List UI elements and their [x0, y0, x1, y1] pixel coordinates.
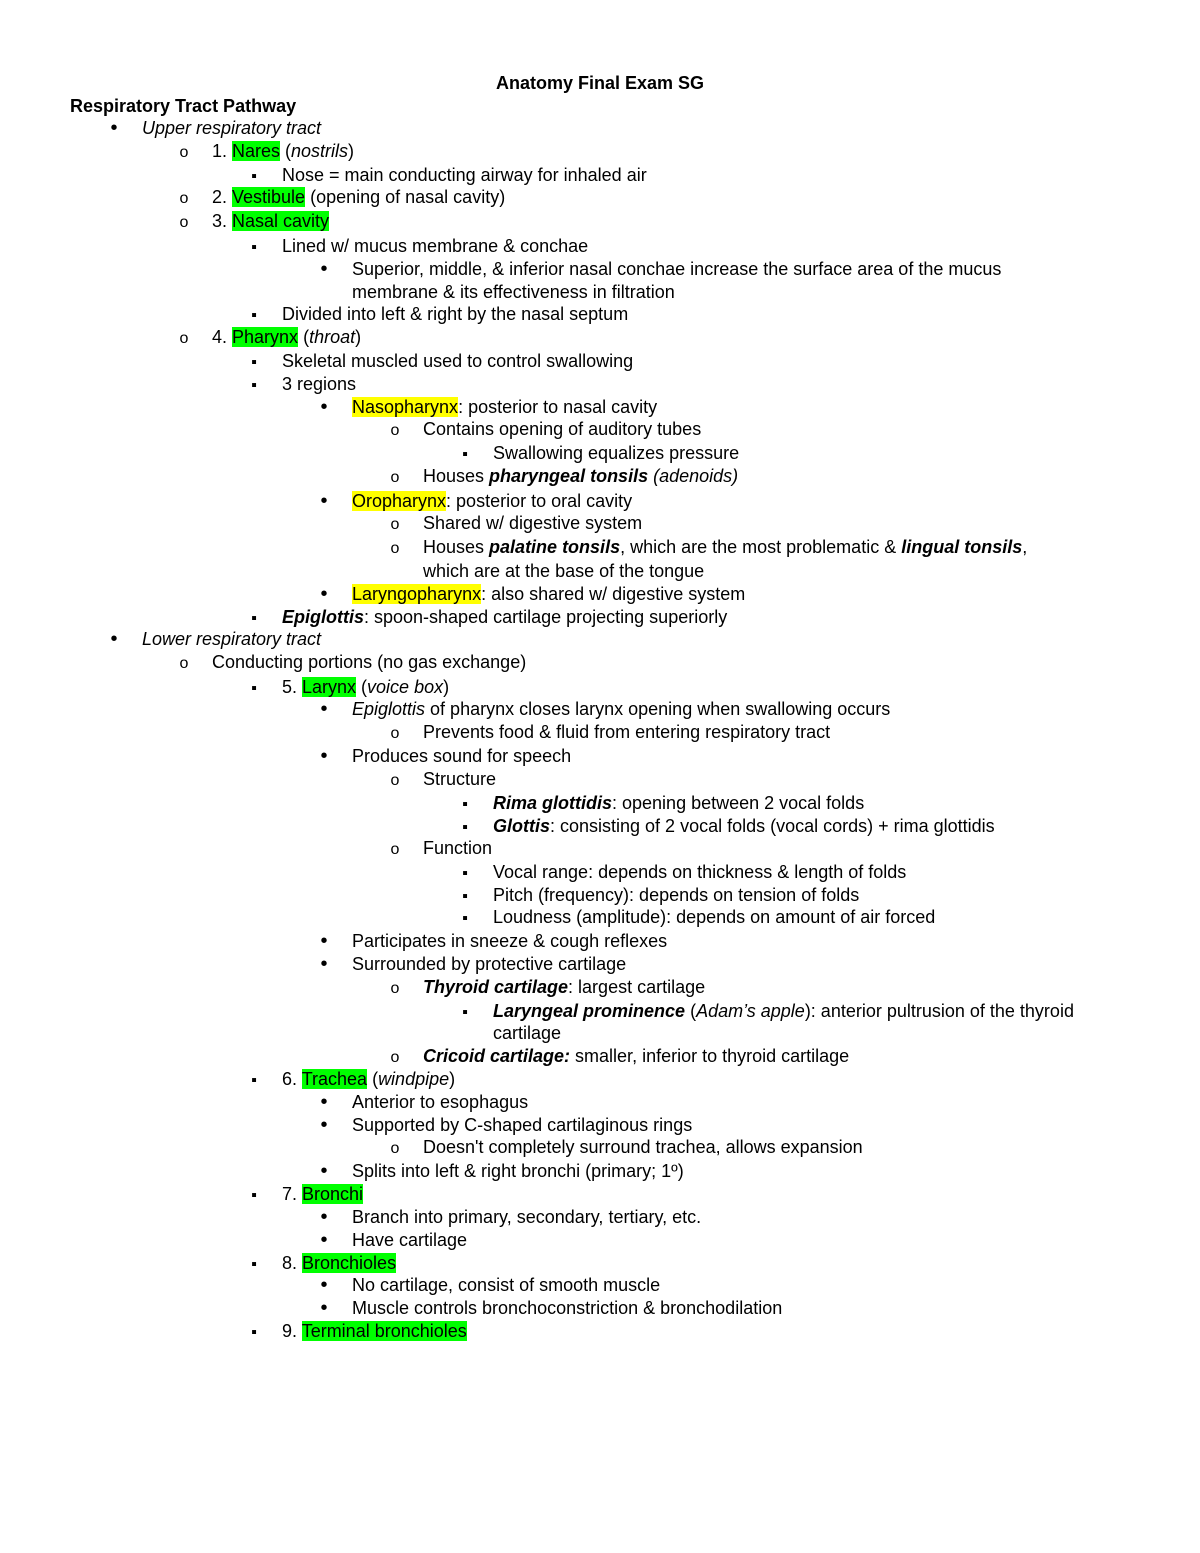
bullet-square-icon: [244, 350, 264, 374]
outline-item: [423, 976, 705, 999]
outline-item: [352, 258, 1001, 281]
outline-item: [352, 1229, 467, 1252]
outline-text: Superior, middle, & inferior nasal conchae increase the surface area of the mucus: [352, 259, 1002, 279]
bullet-dot-icon: [314, 396, 334, 419]
outline-text: nostrils: [291, 141, 349, 161]
outline-text: Splits into left & right bronchi (primary; 1º): [352, 1161, 684, 1181]
outline-text: 6.: [282, 1069, 302, 1089]
outline-item: [212, 326, 361, 349]
bullet-square-icon: [244, 1320, 264, 1344]
bullet-square-icon: [244, 164, 264, 188]
bullet-square-icon: [244, 1252, 264, 1276]
outline-text: Function: [423, 838, 493, 858]
outline-text: throat: [309, 327, 356, 347]
bullet-square-icon: [244, 303, 264, 327]
outline-text: ): [449, 1069, 456, 1089]
outline-item: [493, 442, 739, 465]
outline-text: Swallowing equalizes pressure: [493, 443, 740, 463]
bullet-circle-icon: [174, 210, 194, 234]
outline-text: Branch into primary, secondary, tertiary, etc.: [352, 1207, 702, 1227]
outline-text: No cartilage, consist of smooth muscle: [352, 1275, 661, 1295]
bullet-circle-icon: [174, 186, 194, 210]
outline-text: Prevents food & fluid from entering respiratory tract: [423, 722, 831, 742]
outline-item: [493, 884, 859, 907]
bullet-dot-icon: [314, 1160, 334, 1183]
outline-item: [423, 768, 496, 791]
highlighted-term: Larynx: [302, 677, 357, 697]
outline-item: [493, 815, 995, 838]
bullet-circle-icon: [385, 721, 405, 745]
outline-text: Contains opening of auditory tubes: [423, 419, 702, 439]
document-title: Anatomy Final Exam SG: [495, 73, 705, 93]
outline-text: ): anterior pultrusion of the thyroid: [804, 1001, 1074, 1021]
outline-item: [282, 303, 628, 326]
outline-text: Anterior to esophagus: [352, 1092, 529, 1112]
highlighted-term: Bronchioles: [302, 1253, 397, 1273]
outline-text: ): [355, 327, 362, 347]
outline-text: 2.: [212, 187, 233, 207]
outline-item: [423, 721, 830, 744]
outline-text: Lower respiratory tract: [142, 629, 322, 649]
bullet-circle-icon: [385, 837, 405, 861]
outline-item: [142, 117, 321, 140]
bullet-square-icon: [455, 861, 475, 885]
outline-item: [493, 1022, 561, 1045]
outline-item: [282, 373, 356, 396]
outline-text: (: [356, 677, 368, 697]
bullet-dot-icon: [314, 930, 334, 953]
outline-text: of pharynx closes larynx opening when swallowing occurs: [425, 699, 891, 719]
outline-item: [352, 1114, 692, 1137]
outline-text: Nose = main conducting airway for inhaled air: [282, 165, 647, 185]
outline-text: Lined w/ mucus membrane & conchae: [282, 236, 589, 256]
outline-item: [352, 396, 657, 419]
outline-item: [352, 745, 571, 768]
bullet-square-icon: [455, 884, 475, 908]
bullet-dot-icon: [104, 117, 124, 140]
outline-text: (: [367, 1069, 379, 1089]
bullet-circle-icon: [385, 418, 405, 442]
bullet-square-icon: [244, 373, 264, 397]
bullet-dot-icon: [314, 1229, 334, 1252]
bullet-dot-icon: [104, 628, 124, 651]
outline-item: [423, 465, 738, 488]
outline-item: [423, 837, 492, 860]
outline-item: [282, 235, 588, 258]
outline-text: (adenoids): [653, 466, 739, 486]
outline-text: (opening of nasal cavity): [305, 187, 506, 207]
outline-text: Loudness (amplitude): depends on amount of air forced: [493, 907, 936, 927]
outline-text: Houses: [423, 537, 490, 557]
bullet-circle-icon: [174, 651, 194, 675]
outline-item: [282, 606, 727, 629]
outline-item: [423, 1045, 849, 1068]
outline-text: Vocal range: depends on thickness & length of folds: [493, 862, 907, 882]
outline-text: Laryngeal prominence: [493, 1001, 686, 1021]
outline-item: [352, 281, 675, 304]
outline-item: [212, 210, 329, 233]
outline-item: [282, 1252, 396, 1275]
outline-item: [423, 536, 1027, 559]
outline-text: voice box: [367, 677, 444, 697]
outline-item: [352, 490, 632, 513]
bullet-dot-icon: [314, 258, 334, 281]
outline-text: 5.: [282, 677, 303, 697]
outline-item: [282, 1068, 455, 1091]
bullet-circle-icon: [385, 512, 405, 536]
outline-text: pharyngeal tonsils: [489, 466, 649, 486]
bullet-dot-icon: [314, 1297, 334, 1320]
outline-item: [282, 1320, 467, 1343]
outline-item: [282, 164, 647, 187]
outline-text: Thyroid cartilage: [423, 977, 569, 997]
bullet-circle-icon: [174, 326, 194, 350]
outline-item: [282, 1183, 363, 1206]
outline-item: [352, 583, 745, 606]
bullet-circle-icon: [385, 465, 405, 489]
outline-text: Doesn't completely surround trachea, allows expansion: [423, 1137, 863, 1157]
highlighted-term: Laryngopharynx: [352, 584, 482, 604]
highlighted-term: Nasal cavity: [232, 211, 330, 231]
highlighted-term: Trachea: [301, 1069, 368, 1089]
outline-text: Surrounded by protective cartilage: [352, 954, 627, 974]
outline-text: Adam’s apple: [696, 1001, 805, 1021]
outline-text: ,: [1022, 537, 1028, 557]
outline-text: 8.: [282, 1253, 303, 1273]
bullet-square-icon: [244, 235, 264, 259]
outline-item: [352, 1274, 660, 1297]
outline-text: Produces sound for speech: [352, 746, 572, 766]
highlighted-term: Vestibule: [232, 187, 306, 207]
outline-text: Epiglottis: [352, 699, 426, 719]
outline-text: which are at the base of the tongue: [423, 561, 705, 581]
outline-text: : opening between 2 vocal folds: [612, 793, 865, 813]
outline-item: [423, 560, 704, 583]
outline-item: [493, 861, 906, 884]
outline-item: [493, 1000, 1074, 1023]
outline-text: : posterior to oral cavity: [446, 491, 633, 511]
highlighted-term: Nasopharynx: [352, 397, 459, 417]
bullet-square-icon: [244, 1183, 264, 1207]
outline-text: (: [685, 1001, 697, 1021]
bullet-dot-icon: [314, 1114, 334, 1137]
outline-item: [352, 1297, 782, 1320]
outline-item: [212, 186, 505, 209]
outline-text: Muscle controls bronchoconstriction & bronchodilation: [352, 1298, 783, 1318]
outline-text: 1.: [212, 141, 233, 161]
outline-text: Participates in sneeze & cough reflexes: [352, 931, 668, 951]
outline-text: Cricoid cartilage:: [423, 1046, 571, 1066]
highlighted-term: Oropharynx: [352, 491, 447, 511]
outline-item: [282, 350, 633, 373]
outline-item: [493, 906, 935, 929]
outline-text: Shared w/ digestive system: [423, 513, 643, 533]
outline-text: 7.: [282, 1184, 303, 1204]
outline-text: Epiglottis: [282, 607, 364, 627]
outline-text: Pitch (frequency): depends on tension of folds: [493, 885, 860, 905]
bullet-dot-icon: [314, 698, 334, 721]
outline-item: [352, 1091, 528, 1114]
bullet-square-icon: [455, 1000, 475, 1024]
outline-item: [352, 953, 626, 976]
outline-item: [352, 1206, 701, 1229]
outline-text: Structure: [423, 769, 497, 789]
outline-text: Supported by C-shaped cartilaginous rings: [352, 1115, 693, 1135]
outline-text: Houses: [423, 466, 490, 486]
bullet-dot-icon: [314, 953, 334, 976]
outline-text: , which are the most problematic &: [620, 537, 902, 557]
outline-text: Divided into left & right by the nasal septum: [282, 304, 629, 324]
highlighted-term: Terminal bronchioles: [301, 1321, 467, 1341]
bullet-dot-icon: [314, 1206, 334, 1229]
outline-text: Upper respiratory tract: [142, 118, 322, 138]
outline-text: 3.: [212, 211, 233, 231]
outline-item: [352, 1160, 684, 1183]
outline-item: [352, 930, 667, 953]
outline-text: Glottis: [493, 816, 550, 836]
outline-item: [352, 698, 890, 721]
outline-text: : spoon-shaped cartilage projecting superiorly: [364, 607, 728, 627]
bullet-square-icon: [455, 906, 475, 930]
outline-item: [212, 140, 354, 163]
bullet-square-icon: [244, 606, 264, 630]
outline-item: [282, 676, 449, 699]
bullet-dot-icon: [314, 583, 334, 606]
bullet-circle-icon: [385, 976, 405, 1000]
highlighted-term: Bronchi: [302, 1184, 364, 1204]
outline-text: : largest cartilage: [568, 977, 706, 997]
bullet-square-icon: [244, 676, 264, 700]
outline-text: 4.: [212, 327, 233, 347]
outline-text: windpipe: [378, 1069, 450, 1089]
highlighted-term: Pharynx: [232, 327, 299, 347]
outline-text: 3 regions: [282, 374, 357, 394]
outline-text: cartilage: [493, 1023, 562, 1043]
outline-item: [493, 792, 864, 815]
outline-text: Have cartilage: [352, 1230, 468, 1250]
outline-text: : posterior to nasal cavity: [458, 397, 658, 417]
outline-text: Skeletal muscled used to control swallowing: [282, 351, 634, 371]
outline-item: [212, 651, 526, 674]
outline-text: : also shared w/ digestive system: [481, 584, 746, 604]
bullet-square-icon: [455, 815, 475, 839]
bullet-square-icon: [244, 1068, 264, 1092]
section-heading: Respiratory Tract Pathway: [70, 96, 297, 116]
bullet-circle-icon: [385, 1045, 405, 1069]
bullet-circle-icon: [385, 768, 405, 792]
outline-text: ): [348, 141, 355, 161]
outline-text: membrane & its effectiveness in filtration: [352, 282, 675, 302]
outline-item: [423, 512, 642, 535]
bullet-circle-icon: [385, 1136, 405, 1160]
outline-item: [423, 418, 701, 441]
outline-text: Conducting portions (no gas exchange): [212, 652, 527, 672]
highlighted-term: Nares: [232, 141, 281, 161]
outline-text: lingual tonsils: [901, 537, 1023, 557]
outline-item: [423, 1136, 863, 1159]
bullet-dot-icon: [314, 745, 334, 768]
outline-text: 9.: [282, 1321, 302, 1341]
outline-text: (: [280, 141, 292, 161]
outline-text: Rima glottidis: [493, 793, 613, 813]
outline-text: (: [298, 327, 310, 347]
bullet-circle-icon: [174, 140, 194, 164]
bullet-square-icon: [455, 792, 475, 816]
outline-item: [142, 628, 321, 651]
outline-text: palatine tonsils: [489, 537, 621, 557]
bullet-dot-icon: [314, 1091, 334, 1114]
bullet-dot-icon: [314, 490, 334, 513]
bullet-circle-icon: [385, 536, 405, 560]
outline-text: smaller, inferior to thyroid cartilage: [570, 1046, 850, 1066]
outline-text: : consisting of 2 vocal folds (vocal cords) + rima glottidis: [550, 816, 995, 836]
bullet-square-icon: [455, 442, 475, 466]
bullet-dot-icon: [314, 1274, 334, 1297]
outline-text: ): [443, 677, 450, 697]
